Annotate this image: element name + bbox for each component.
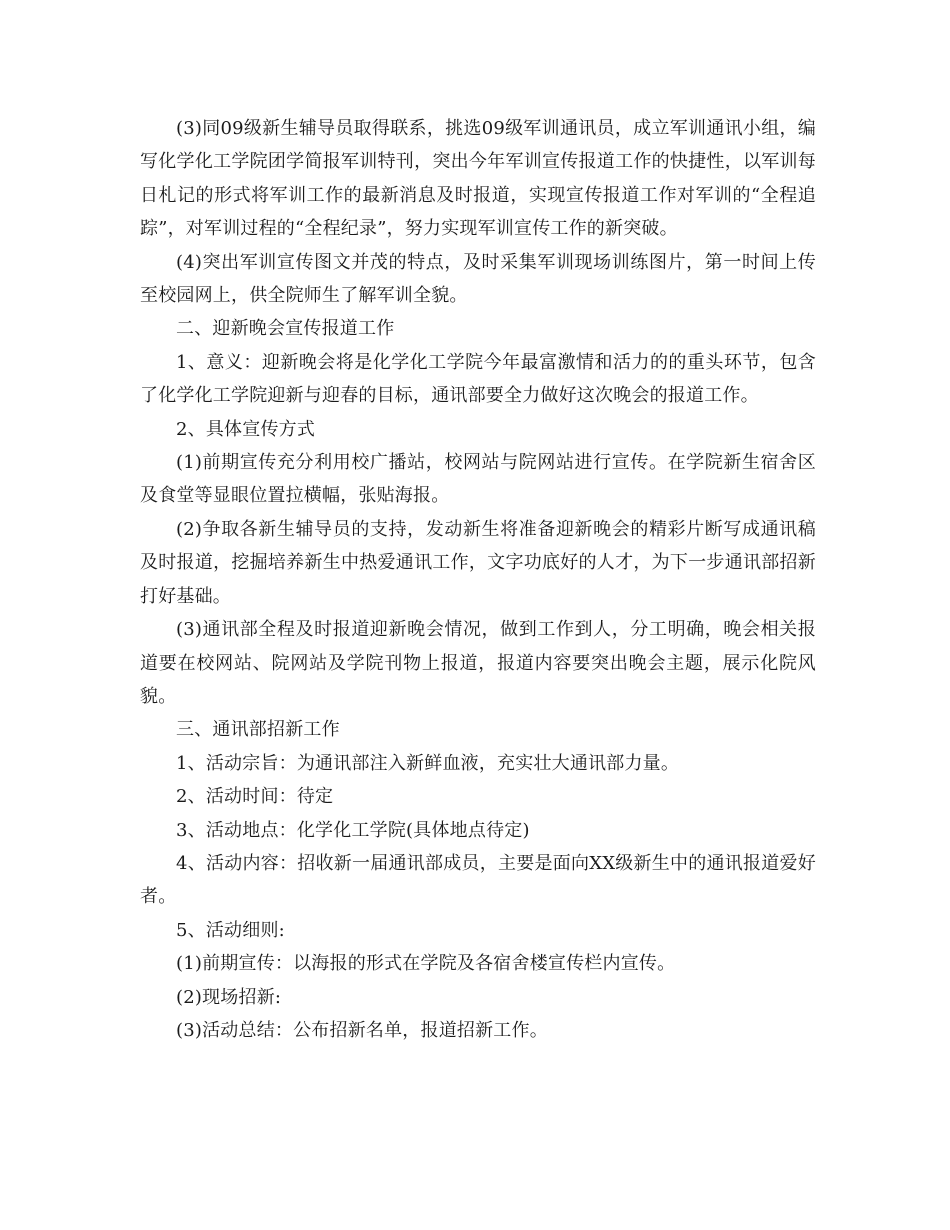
recruitment-location: 3、活动地点：化学化工学院(具体地点待定) (176, 819, 530, 841)
paragraph-early-publicity: (1)前期宣传充分利用校广播站，校网站与院网站进行宣传。在学院新生宿舍区及食堂等显眼位置拉横幅，张贴海报。 (140, 452, 816, 507)
recruitment-rule-summary: (3)活动总结：公布招新名单，报道招新工作。 (176, 1019, 548, 1041)
paragraph-counselor-support: (2)争取各新生辅导员的支持，发动新生将准备迎新晚会的精彩片断写成通讯稿及时报道，挖掘培养新生中热爱通讯工作，文字功底好的人才，为下一步通讯部招新打好基础。 (140, 518, 816, 607)
paragraph-military-training-photos: (4)突出军训宣传图文并茂的特点，及时采集军训现场训练图片，第一时间上传至校园网上，供全院师生了解军训全貌。 (140, 251, 816, 307)
paragraph-welcome-party-significance: 1、意义：迎新晚会将是化学化工学院今年最富激情和活力的的重头环节，包含了化学化工学院迎新与迎春的目标，通讯部要全力做好这次晚会的报道工作。 (140, 351, 816, 407)
subheading-publicity-methods: 2、具体宣传方式 (176, 418, 316, 440)
recruitment-rules-heading: 5、活动细则: (176, 919, 285, 941)
recruitment-rule-publicity: (1)前期宣传：以海报的形式在学院及各宿舍楼宣传栏内宣传。 (176, 953, 676, 975)
recruitment-rule-onsite: (2)现场招新: (176, 986, 282, 1008)
section-heading-recruitment: 三、通讯部招新工作 (176, 719, 340, 741)
recruitment-purpose: 1、活动宗旨：为通讯部注入新鲜血液，充实壮大通讯部力量。 (176, 752, 680, 774)
document-body (140, 112, 816, 1047)
section-heading-welcome-party: 二、迎新晚会宣传报道工作 (176, 318, 395, 340)
recruitment-time: 2、活动时间：待定 (176, 786, 334, 808)
paragraph-full-coverage: (3)通讯部全程及时报道迎新晚会情况，做到工作到人，分工明确，晚会相关报道要在校网站、院网站及学院刊物上报道，报道内容要突出晚会主题，展示化院风貌。 (140, 619, 816, 707)
recruitment-content: 4、活动内容：招收新一届通讯部成员，主要是面向XX级新生中的通讯报道爱好者。 (140, 852, 816, 908)
paragraph-military-training-correspondents: (3)同09级新生辅导员取得联系，挑选09级军训通讯员，成立军训通讯小组，编写化学化工学院团学简报军训特刊，突出今年军训宣传报道工作的快捷性，以军训每日札记的形式将军训工作的最新消息及时报道，实现宣传报道工作对军训的“全程追踪”，对军训过程的“全程纪录”，努力实现军训宣传工作的新突破。 (140, 118, 816, 240)
